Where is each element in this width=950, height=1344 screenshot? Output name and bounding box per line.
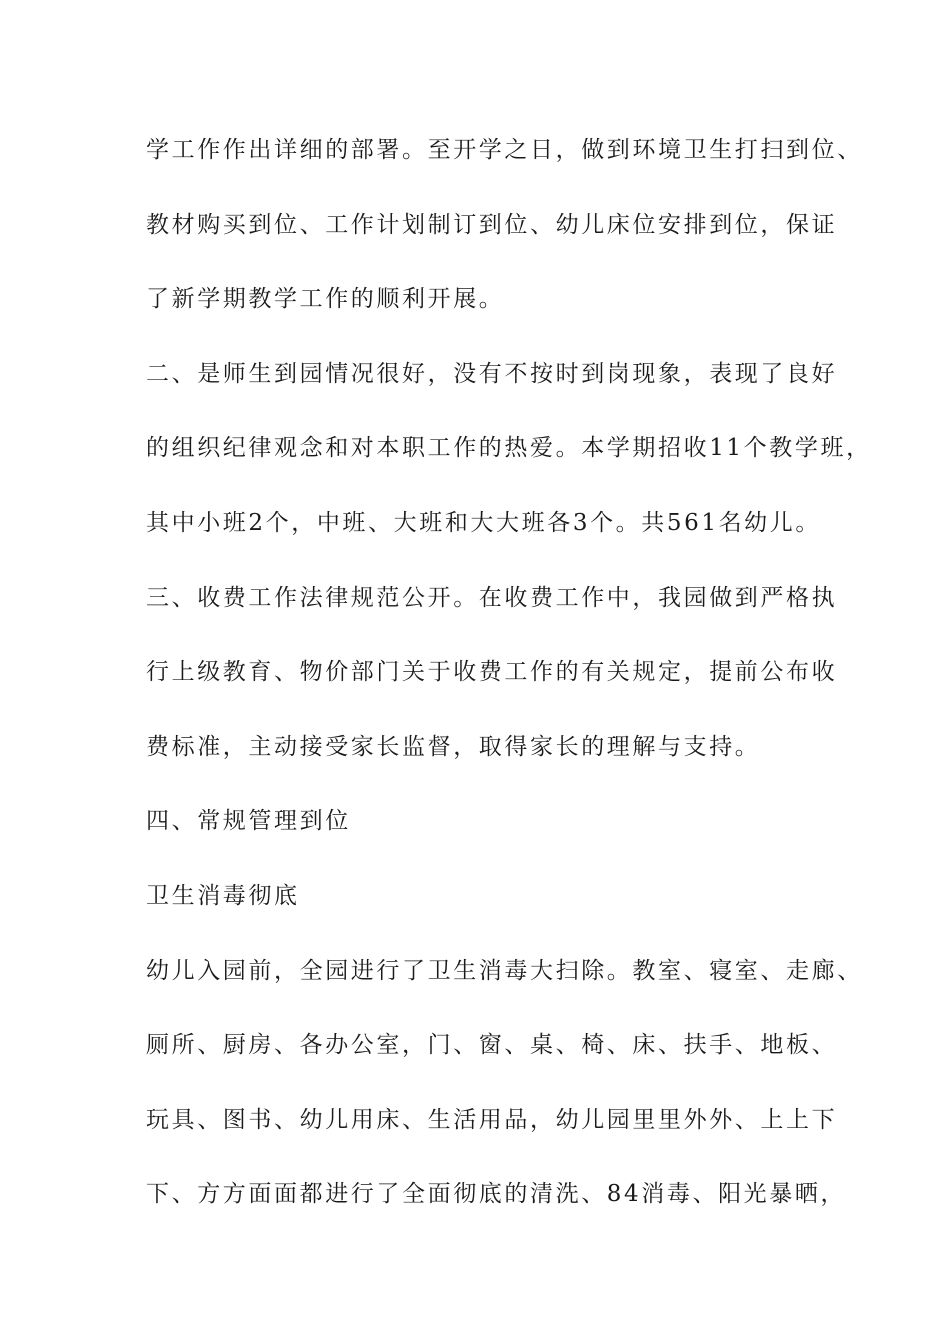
text-line: 教材购买到位、工作计划制订到位、幼儿床位安排到位，保证 (146, 211, 838, 238)
text-line: 下、方方面面都进行了全面彻底的清洗、84消毒、阳光暴晒， (146, 1181, 847, 1208)
text-line: 三、收费工作法律规范公开。在收费工作中，我园做到严格执 (146, 584, 838, 611)
text-line: 的组织纪律观念和对本职工作的热爱。本学期招收11个教学班， (146, 435, 872, 462)
text-line: 其中小班2个，中班、大班和大大班各3个。共561名幼儿。 (146, 509, 821, 536)
body-text (146, 130, 872, 1249)
text-line: 行上级教育、物价部门关于收费工作的有关规定，提前公布收 (146, 659, 838, 686)
text-line: 了新学期教学工作的顺利开展。 (146, 286, 505, 313)
text-line: 二、是师生到园情况很好，没有不按时到岗现象，表现了良好 (146, 360, 838, 387)
text-line: 厕所、厨房、各办公室，门、窗、桌、椅、床、扶手、地板、 (146, 1032, 838, 1059)
section-heading: 四、常规管理到位 (146, 808, 351, 835)
text-line: 学工作作出详细的部署。至开学之日，做到环境卫生打扫到位、 (146, 137, 863, 163)
text-line: 玩具、图书、幼儿用床、生活用品，幼儿园里里外外、上上下 (146, 1106, 838, 1133)
text-line: 费标准，主动接受家长监督，取得家长的理解与支持。 (146, 733, 761, 760)
subsection-heading: 卫生消毒彻底 (146, 882, 300, 909)
text-line: 幼儿入园前，全园进行了卫生消毒大扫除。教室、寝室、走廊、 (146, 957, 863, 984)
